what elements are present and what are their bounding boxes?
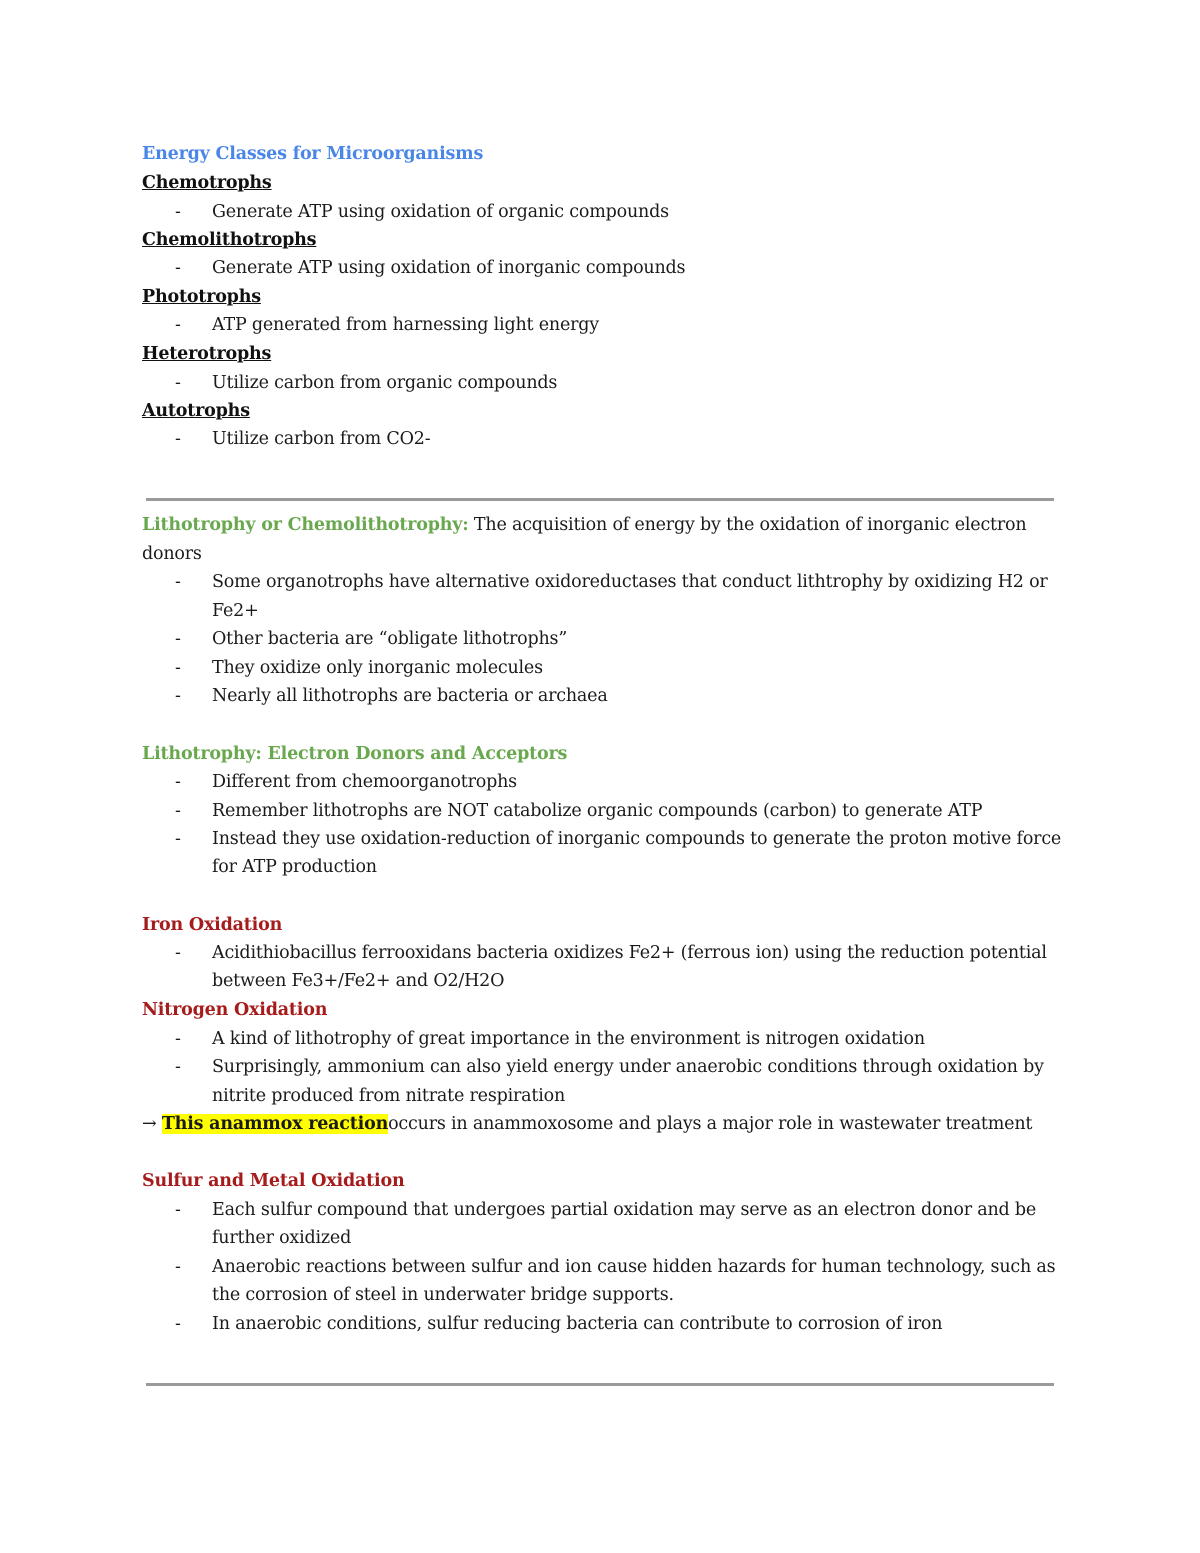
definition-continuation: donors bbox=[142, 544, 202, 564]
section-heading: Sulfur and Metal Oxidation bbox=[142, 1171, 405, 1191]
bullet-dash: - bbox=[175, 1200, 181, 1220]
bullet-dash: - bbox=[175, 1257, 181, 1277]
term-autotrophs: Autotrophs bbox=[142, 401, 250, 421]
highlighted-text: This anammox reaction bbox=[161, 1114, 389, 1134]
bullet-text: Each sulfur compound that undergoes partial oxidation may serve as an electron donor and be bbox=[212, 1200, 1037, 1220]
bullet-continuation: the corrosion of steel in underwater bridge supports. bbox=[212, 1285, 674, 1305]
bullet-dash: - bbox=[175, 258, 181, 278]
horizontal-rule bbox=[146, 498, 1054, 501]
term-phototrophs: Phototrophs bbox=[142, 287, 261, 307]
bullet-text: Other bacteria are “obligate lithotrophs” bbox=[212, 629, 568, 649]
horizontal-rule bbox=[146, 1383, 1054, 1386]
bullet-dash: - bbox=[175, 829, 181, 849]
term-heterotrophs: Heterotrophs bbox=[142, 344, 272, 364]
section-title: Energy Classes for Microorganisms bbox=[142, 144, 484, 164]
bullet-text: Anaerobic reactions between sulfur and ion cause hidden hazards for human technology, such as bbox=[212, 1257, 1056, 1277]
bullet-text: Generate ATP using oxidation of organic compounds bbox=[212, 202, 669, 222]
term-chemolithotrophs: Chemolithotrophs bbox=[142, 230, 317, 250]
section-heading: Nitrogen Oxidation bbox=[142, 1000, 328, 1020]
bullet-dash: - bbox=[175, 686, 181, 706]
bullet-dash: - bbox=[175, 202, 181, 222]
bullet-dash: - bbox=[175, 373, 181, 393]
bullet-dash: - bbox=[175, 1057, 181, 1077]
bullet-text: They oxidize only inorganic molecules bbox=[212, 658, 543, 678]
bullet-text: In anaerobic conditions, sulfur reducing bacteria can contribute to corrosion of iron bbox=[212, 1314, 943, 1334]
bullet-dash: - bbox=[175, 943, 181, 963]
bullet-text: Different from chemoorganotrophs bbox=[212, 772, 517, 792]
right-arrow-icon: → bbox=[142, 1114, 157, 1134]
bullet-text: Some organotrophs have alternative oxidoreductases that conduct lithtrophy by oxidizing H2 or bbox=[212, 572, 1048, 592]
bullet-text: Instead they use oxidation-reduction of inorganic compounds to generate the proton motive force bbox=[212, 829, 1062, 849]
bullet-continuation: further oxidized bbox=[212, 1228, 352, 1248]
bullet-text: A kind of lithotrophy of great importance in the environment is nitrogen oxidation bbox=[212, 1029, 925, 1049]
arrow-note bbox=[142, 1110, 1054, 1139]
section-heading: Iron Oxidation bbox=[142, 915, 283, 935]
bullet-dash: - bbox=[175, 658, 181, 678]
definition-text: The acquisition of energy by the oxidation of inorganic electron bbox=[473, 515, 1027, 535]
section-heading: Lithotrophy or Chemolithotrophy: bbox=[142, 515, 469, 535]
bullet-continuation: nitrite produced from nitrate respiration bbox=[212, 1086, 566, 1106]
section-heading: Lithotrophy: Electron Donors and Acceptors bbox=[142, 744, 568, 764]
bullet-text: Generate ATP using oxidation of inorganic compounds bbox=[212, 258, 686, 278]
bullet-dash: - bbox=[175, 801, 181, 821]
bullet-text: Utilize carbon from organic compounds bbox=[212, 373, 558, 393]
bullet-dash: - bbox=[175, 572, 181, 592]
bullet-text: Utilize carbon from CO2- bbox=[212, 429, 431, 449]
bullet-text: Remember lithotrophs are NOT catabolize organic compounds (carbon) to generate ATP bbox=[212, 801, 983, 821]
bullet-continuation: for ATP production bbox=[212, 857, 377, 877]
bullet-dash: - bbox=[175, 1029, 181, 1049]
bullet-dash: - bbox=[175, 772, 181, 792]
definition-line bbox=[142, 511, 1054, 540]
bullet-continuation: between Fe3+/Fe2+ and O2/H2O bbox=[212, 971, 505, 991]
bullet-continuation: Fe2+ bbox=[212, 601, 259, 621]
bullet-text: Acidithiobacillus ferrooxidans bacteria oxidizes Fe2+ (ferrous ion) using the reduction potential bbox=[212, 943, 1047, 963]
bullet-dash: - bbox=[175, 429, 181, 449]
bullet-dash: - bbox=[175, 1314, 181, 1334]
bullet-text: Surprisingly, ammonium can also yield energy under anaerobic conditions through oxidation by bbox=[212, 1057, 1044, 1077]
bullet-dash: - bbox=[175, 629, 181, 649]
arrow-note-text: occurs in anammoxosome and plays a major role in wastewater treatment bbox=[388, 1114, 1033, 1134]
bullet-text: Nearly all lithotrophs are bacteria or archaea bbox=[212, 686, 608, 706]
bullet-text: ATP generated from harnessing light energy bbox=[212, 315, 599, 335]
term-chemotrophs: Chemotrophs bbox=[142, 173, 272, 193]
bullet-dash: - bbox=[175, 315, 181, 335]
